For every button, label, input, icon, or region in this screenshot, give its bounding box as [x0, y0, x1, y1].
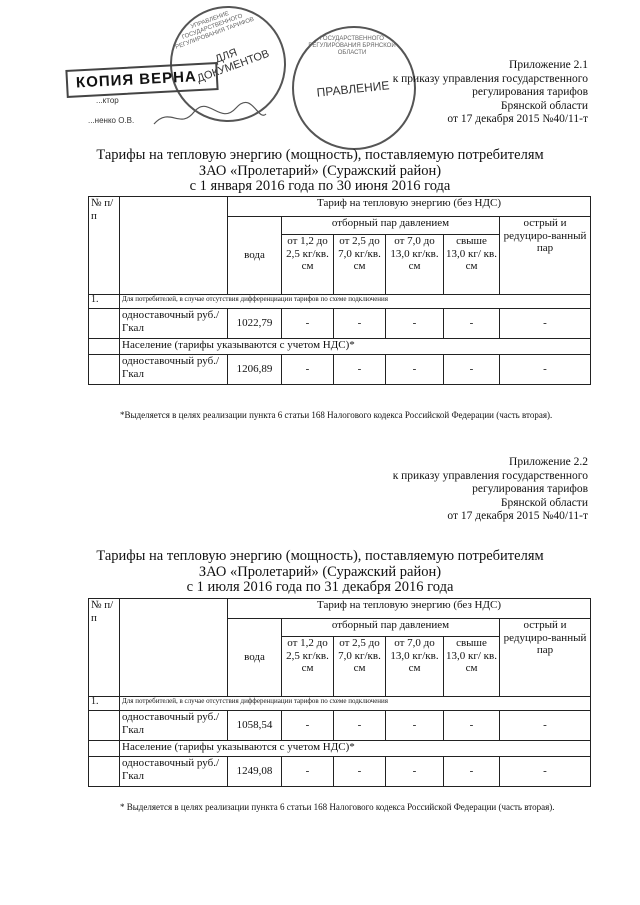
- appendix-2-line: Брянской области: [500, 496, 588, 509]
- section-1-title-line: ЗАО «Пролетарий» (Суражский район): [198, 162, 442, 179]
- row-num-blank: [89, 741, 120, 757]
- round-stamp-department-text: ПРАВЛЕНИЕ: [316, 78, 390, 100]
- header-water: вода: [228, 217, 282, 295]
- value-dash: -: [500, 757, 591, 787]
- header-p3: от 7,0 до 13,0 кг/кв. см: [386, 235, 444, 295]
- appendix-2-line: регулирования тарифов: [472, 483, 588, 495]
- section-1-title-line: с 1 января 2016 года по 30 июня 2016 года: [189, 178, 451, 194]
- row-label: одноставочный руб./Гкал: [120, 711, 228, 741]
- header-sharp-steam: острый и редуциро-ванный пар: [500, 619, 591, 697]
- value-population: 1206,89: [228, 355, 282, 385]
- value-dash: -: [500, 355, 591, 385]
- row-num: 1.: [89, 697, 120, 711]
- header-p1: от 1,2 до 2,5 кг/кв. см: [282, 637, 334, 697]
- header-sharp-steam: острый и редуциро-ванный пар: [500, 217, 591, 295]
- row-num-blank: [89, 355, 120, 385]
- appendix-1-line: Брянской области: [500, 99, 588, 112]
- value-consumers: 1022,79: [228, 309, 282, 339]
- header-tariff: Тариф на тепловую энергию (без НДС): [228, 599, 591, 619]
- value-dash: -: [386, 355, 444, 385]
- copy-correct-text: КОПИЯ ВЕРНА: [75, 68, 198, 92]
- value-consumers: 1058,54: [228, 711, 282, 741]
- population-row: Население (тарифы указываются с учетом НДС)*: [120, 339, 591, 355]
- header-p2: от 2,5 до 7,0 кг/кв. см: [334, 637, 386, 697]
- value-dash: -: [386, 711, 444, 741]
- value-dash: -: [282, 711, 334, 741]
- section-1-title-line: Тарифы на тепловую энергию (мощность), поставляемую потребителям: [96, 147, 544, 163]
- value-dash: -: [334, 711, 386, 741]
- appendix-2-line: Приложение 2.2: [509, 456, 588, 468]
- appendix-2-header: [393, 456, 588, 524]
- value-dash: -: [444, 711, 500, 741]
- header-blank: [120, 599, 228, 697]
- row-category: Для потребителей, в случае отсутствия дифференциации тарифов по схеме подключения: [120, 295, 591, 309]
- row-num-blank: [89, 339, 120, 355]
- value-dash: -: [334, 355, 386, 385]
- header-num: № п/п: [89, 197, 120, 295]
- value-dash: -: [282, 355, 334, 385]
- tariff-table-1: [88, 196, 591, 385]
- appendix-1-header: [393, 59, 588, 127]
- row-category: Для потребителей, в случае отсутствия дифференциации тарифов по схеме подключения: [120, 697, 591, 711]
- section-2-title-line: ЗАО «Пролетарий» (Суражский район): [198, 563, 442, 580]
- value-dash: -: [500, 711, 591, 741]
- section-2-title-line: Тарифы на тепловую энергию (мощность), поставляемую потребителям: [96, 548, 544, 564]
- value-population: 1249,08: [228, 757, 282, 787]
- row-num-blank: [89, 309, 120, 339]
- row-num-blank: [89, 711, 120, 741]
- header-p2: от 2,5 до 7,0 кг/кв. см: [334, 235, 386, 295]
- copy-stamp-line1: ...ктор: [96, 96, 119, 105]
- header-p4: свыше 13,0 кг/ кв. см: [444, 235, 500, 295]
- value-dash: -: [500, 309, 591, 339]
- section-2-title: [0, 549, 640, 596]
- value-dash: -: [334, 309, 386, 339]
- header-steam: отборный пар давлением: [282, 619, 500, 637]
- header-num: № п/п: [89, 599, 120, 697]
- header-p4: свыше 13,0 кг/ кв. см: [444, 637, 500, 697]
- appendix-1-line: регулирования тарифов: [472, 86, 588, 98]
- value-dash: -: [444, 355, 500, 385]
- row-label: одноставочный руб./Гкал: [120, 355, 228, 385]
- round-stamp-documents-ring: УПРАВЛЕНИЕ ГОСУДАРСТВЕННОГО РЕГУЛИРОВАНИЯ ТАРИФОВ: [174, 10, 255, 51]
- header-p3: от 7,0 до 13,0 кг/кв. см: [386, 637, 444, 697]
- value-dash: -: [386, 757, 444, 787]
- signature-scribble: [150, 96, 270, 136]
- section-1-title: [0, 148, 640, 195]
- tariff-table-2: [88, 598, 591, 787]
- appendix-2-line: к приказу управления государственного: [392, 469, 588, 482]
- appendix-1-line: Приложение 2.1: [509, 59, 588, 71]
- row-label: одноставочный руб./Гкал: [120, 309, 228, 339]
- population-row: Население (тарифы указываются с учетом НДС)*: [120, 741, 591, 757]
- header-steam: отборный пар давлением: [282, 217, 500, 235]
- copy-stamp-line2: ...ненко О.В.: [88, 116, 135, 125]
- value-dash: -: [282, 757, 334, 787]
- appendix-1-line: к приказу управления государственного: [392, 72, 588, 85]
- value-dash: -: [444, 757, 500, 787]
- value-dash: -: [334, 757, 386, 787]
- section-2-footnote: * Выделяется в целях реализации пункта 6 статьи 168 Налогового кодекса Российской Федерации (часть вторая).: [120, 802, 555, 812]
- value-dash: -: [386, 309, 444, 339]
- row-num-blank: [89, 757, 120, 787]
- header-water: вода: [228, 619, 282, 697]
- round-stamp-department-ring: ГОСУДАРСТВЕННОГО РЕГУЛИРОВАНИЯ БРЯНСКОЙ ОБЛАСТИ: [308, 36, 396, 56]
- section-1-footnote: *Выделяется в целях реализации пункта 6 статьи 168 Налогового кодекса Российской Федерации (часть вторая).: [120, 410, 553, 420]
- value-dash: -: [282, 309, 334, 339]
- value-dash: -: [444, 309, 500, 339]
- header-blank: [120, 197, 228, 295]
- row-label: одноставочный руб./Гкал: [120, 757, 228, 787]
- appendix-1-line: от 17 декабря 2015 №40/11-т: [447, 113, 588, 125]
- row-num: 1.: [89, 295, 120, 309]
- header-tariff: Тариф на тепловую энергию (без НДС): [228, 197, 591, 217]
- round-stamp-documents-text: ДЛЯ ДОКУМЕНТОВ: [195, 46, 271, 86]
- section-2-title-line: с 1 июля 2016 года по 31 декабря 2016 года: [186, 579, 454, 595]
- appendix-2-line: от 17 декабря 2015 №40/11-т: [447, 510, 588, 522]
- header-p1: от 1,2 до 2,5 кг/кв. см: [282, 235, 334, 295]
